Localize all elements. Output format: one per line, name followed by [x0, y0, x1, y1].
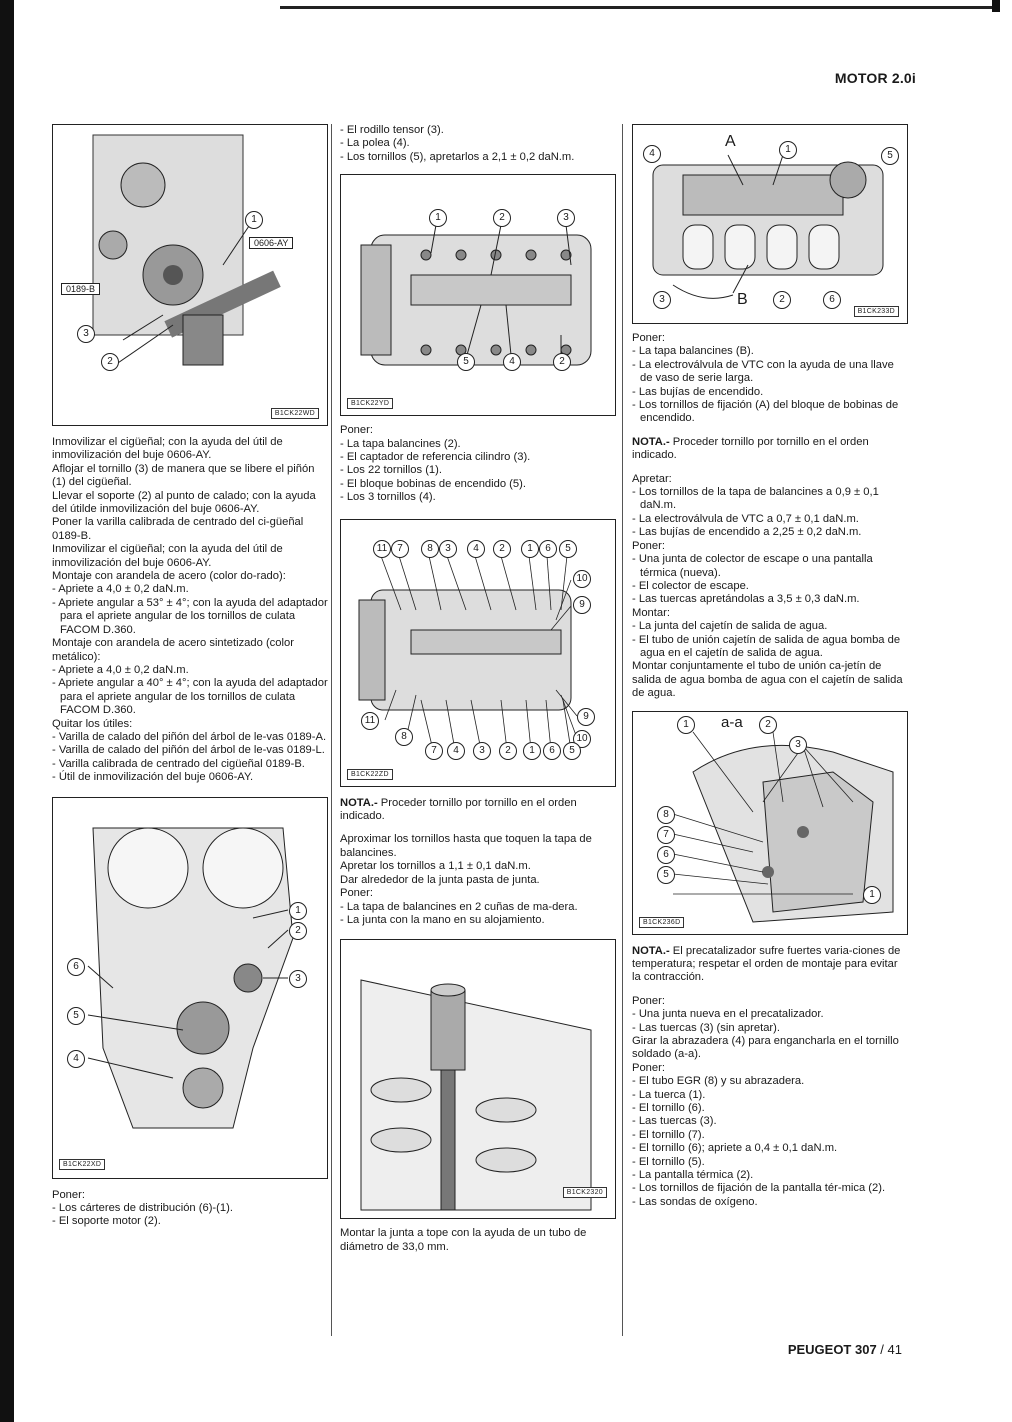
list-item: - Los cárteres de distribución (6)-(1). [52, 1201, 233, 1214]
callout-5: 5 [657, 866, 675, 884]
column-3 [632, 124, 908, 1209]
paragraph: Poner: [632, 994, 665, 1007]
list-item: - Las bujías de encendido a 2,25 ± 0,2 daN.m. [632, 526, 862, 539]
paragraph: Montaje con arandela de acero (color do-rado): [52, 570, 286, 583]
callout-order-4: 4 [467, 540, 485, 558]
rocker-cover-illustration [341, 175, 616, 415]
figure-code: B1CK22XD [59, 1159, 105, 1170]
callout-order-6: 6 [539, 540, 557, 558]
callout-4: 4 [503, 353, 521, 371]
list-item: - Apriete angular a 40° ± 4°; con la ayuda del adaptador para el apriete angular de los tornillos de culata FACOM D.360. [52, 677, 328, 717]
callout-6: 6 [823, 291, 841, 309]
callout-order-10: 10 [573, 730, 591, 748]
note [632, 436, 908, 463]
list-item: - El colector de escape. [632, 579, 749, 592]
list-item: - El tubo EGR (8) y su abrazadera. [632, 1075, 805, 1088]
callout-4: 4 [643, 145, 661, 163]
tool-label-0606-AY: 0606-AY [249, 237, 293, 249]
timing-cover-illustration [53, 798, 328, 1178]
list-item: - El soporte motor (2). [52, 1215, 161, 1228]
callout-1: 1 [245, 211, 263, 229]
callout-8: 8 [657, 806, 675, 824]
note-text: Proceder tornillo por tornillo en el orden indicado. [340, 796, 577, 823]
callout-6: 6 [67, 958, 85, 976]
list-item: - La tapa balancines (B). [632, 345, 754, 358]
note-label: NOTA.- [632, 435, 670, 448]
list-item: - El tornillo (6); apriete a 0,4 ± 0,1 daN.m. [632, 1142, 838, 1155]
paragraph: Aproximar los tornillos hasta que toquen la tapa de balancines. [340, 833, 592, 859]
gasket-fitting-illustration [341, 940, 616, 1218]
list-item: - Las tuercas (3). [632, 1115, 717, 1128]
callout-3: 3 [289, 970, 307, 988]
figure-crankshaft-locking [52, 124, 328, 426]
note [340, 797, 616, 824]
callout-5: 5 [67, 1007, 85, 1025]
list-item: - La tapa balancines (2). [340, 437, 461, 450]
callout-order-5: 5 [563, 742, 581, 760]
callout-order-3: 3 [439, 540, 457, 558]
list-item: - Varilla de calado del piñón del árbol de le-vas 0189-A. [52, 730, 327, 743]
callout-order-7: 7 [425, 742, 443, 760]
list-item: - El rodillo tensor (3). [340, 124, 444, 136]
corner-mark [992, 0, 1000, 12]
paragraph: Llevar el soporte (2) al punto de calado; con la ayuda del útilde inmovilización del buje 0606-AY. [52, 489, 316, 516]
callout-2: 2 [759, 716, 777, 734]
callout-1: 1 [779, 141, 797, 159]
callout-6: 6 [657, 846, 675, 864]
paragraph: Montar la junta a tope con la ayuda de un tubo de diámetro de 33,0 mm. [340, 1227, 587, 1253]
callout-order-6: 6 [543, 742, 561, 760]
paragraph: Poner: [52, 1188, 85, 1201]
callout-order-1: 1 [521, 540, 539, 558]
figure-gasket-fitting [340, 939, 616, 1219]
figure-code: B1CK22YD [347, 398, 393, 409]
paragraph: Dar alrededor de la junta pasta de junta. [340, 873, 540, 886]
label-A: A [725, 133, 736, 150]
list-item: - Las tuercas (3) (sin apretar). [632, 1021, 780, 1034]
list-item: - La junta con la mano en su alojamiento. [340, 913, 545, 926]
callout-order-8: 8 [395, 728, 413, 746]
list-item: - La electroválvula de VTC a 0,7 ± 0,1 daN.m. [632, 512, 859, 525]
column-2 [340, 124, 616, 1254]
note [632, 945, 908, 985]
callout-3: 3 [653, 291, 671, 309]
callout-order-4: 4 [447, 742, 465, 760]
page-binding-edge [0, 0, 14, 1422]
paragraph: Inmovilizar el cigüeñal; con la ayuda del útil de inmovilización del buje 0606-AY. [52, 436, 283, 462]
footer-separator: / [876, 1342, 888, 1357]
callout-7: 7 [657, 826, 675, 844]
list-item: - Una junta de colector de escape o una pantalla térmica (nueva). [632, 553, 873, 579]
callout-2: 2 [553, 353, 571, 371]
paragraph: Poner la varilla calibrada de centrado del ci-güeñal 0189-B. [52, 516, 304, 542]
label-a-a: a-a [721, 713, 743, 731]
callout-order-10: 10 [573, 570, 591, 588]
callout-order-7: 7 [391, 540, 409, 558]
callout-order-11: 11 [361, 712, 379, 730]
callout-3: 3 [557, 209, 575, 227]
figure-tightening-order [340, 519, 616, 787]
note-label: NOTA.- [340, 796, 378, 809]
callout-order-8: 8 [421, 540, 439, 558]
callout-order-2: 2 [499, 742, 517, 760]
list-item: - Los tornillos de fijación (A) del bloque de bobinas de encendido. [632, 399, 899, 425]
list-item: - La tuerca (1). [632, 1088, 706, 1101]
list-item: - Los tornillos de la tapa de balancines a 0,9 ± 0,1 daN.m. [632, 486, 879, 512]
figure-code: B1CK22WD [271, 408, 319, 419]
section-header: MOTOR 2.0i [834, 70, 916, 86]
paragraph: Montar conjuntamente el tubo de unión ca-jetín de salida de agua bomba de agua con el cajetín de salida de agua. [632, 660, 903, 700]
paragraph: Poner: [340, 887, 373, 900]
list-item: - Los 3 tornillos (4). [340, 491, 436, 504]
column-1 [52, 124, 328, 1229]
list-item: - Las tuercas apretándolas a 3,5 ± 0,3 daN.m. [632, 593, 860, 606]
callout-order-3: 3 [473, 742, 491, 760]
paragraph: Poner: [632, 332, 665, 344]
figure-code: B1CK22ZD [347, 769, 393, 780]
list-item: - El tubo de unión cajetín de salida de agua bomba de agua en el cajetín de salida de agua. [632, 633, 901, 659]
label-B: B [737, 291, 748, 308]
list-item: - Las sondas de oxígeno. [632, 1195, 758, 1208]
column-divider [331, 124, 332, 1336]
tool-label-0189-B: 0189-B [61, 283, 100, 295]
note-label: NOTA.- [632, 944, 670, 957]
callout-order-5: 5 [559, 540, 577, 558]
paragraph: Quitar los útiles: [52, 717, 133, 730]
paragraph: Apretar los tornillos a 1,1 ± 0,1 daN.m. [340, 860, 531, 873]
callout-3: 3 [77, 325, 95, 343]
callout-2: 2 [101, 353, 119, 371]
paragraph: Girar la abrazadera (4) para engancharla en el tornillo soldado (a-a). [632, 1035, 899, 1061]
list-item: - El captador de referencia cilindro (3). [340, 451, 531, 464]
list-item: - El tornillo (7). [632, 1128, 705, 1141]
figure-timing-covers [52, 797, 328, 1179]
coil-block-illustration [633, 125, 908, 323]
paragraph: Poner: [632, 539, 665, 552]
page-number: 41 [887, 1342, 902, 1357]
list-item: - Apriete a 4,0 ± 0,2 daN.m. [52, 583, 189, 596]
callout-5: 5 [457, 353, 475, 371]
paragraph: Inmovilizar el cigüeñal; con la ayuda del útil de inmovilización del buje 0606-AY. [52, 543, 283, 569]
callout-order-9: 9 [577, 708, 595, 726]
list-item: - Los tornillos (5), apretarlos a 2,1 ± 0,2 daN.m. [340, 150, 575, 163]
callout-2: 2 [773, 291, 791, 309]
note-text: Proceder tornillo por tornillo en el orden indicado. [632, 435, 869, 462]
callout-3: 3 [789, 736, 807, 754]
paragraph: Poner: [340, 424, 373, 437]
list-item: - La junta del cajetín de salida de agua. [632, 620, 828, 633]
list-item: - El tornillo (5). [632, 1155, 705, 1168]
callout-5: 5 [881, 147, 899, 165]
column-divider [622, 124, 623, 1336]
list-item: - La polea (4). [340, 137, 410, 150]
figure-code: B1CK2320 [563, 1187, 607, 1198]
list-item: - Apriete a 4,0 ± 0,2 daN.m. [52, 663, 189, 676]
page-footer [788, 1342, 902, 1357]
crankshaft-illustration [53, 125, 328, 425]
callout-order-1: 1 [523, 742, 541, 760]
paragraph: Poner: [632, 1061, 665, 1074]
paragraph: Montar: [632, 606, 670, 619]
figure-code: B1CK236D [639, 917, 684, 928]
callout-2: 2 [289, 922, 307, 940]
list-item: - La tapa de balancines en 2 cuñas de ma-dera. [340, 900, 578, 913]
list-item: - El bloque bobinas de encendido (5). [340, 477, 526, 490]
figure-precatalyzer [632, 711, 908, 935]
list-item: - Los tornillos de fijación de la pantalla tér-mica (2). [632, 1182, 886, 1195]
callout-order-2: 2 [493, 540, 511, 558]
list-item: - Los 22 tornillos (1). [340, 464, 442, 477]
paragraph: Montaje con arandela de acero sintetizado (color metálico): [52, 637, 294, 663]
list-item: - Útil de inmovilización del buje 0606-AY. [52, 771, 254, 784]
list-item: - Las bujías de encendido. [632, 385, 764, 398]
figure-rocker-cover [340, 174, 616, 416]
callout-1: 1 [429, 209, 447, 227]
callout-1: 1 [677, 716, 695, 734]
note-text: El precatalizador sufre fuertes varia-ciones de temperatura; respetar el orden de montaje para evitar la contracción. [632, 944, 901, 984]
list-item: - Varilla calibrada de centrado del cigüeñal 0189-B. [52, 757, 305, 770]
list-item: - Una junta nueva en el precatalizador. [632, 1008, 824, 1021]
footer-model: PEUGEOT 307 [787, 1342, 877, 1357]
callout-1: 1 [863, 886, 881, 904]
top-rule [280, 6, 996, 9]
callout-1: 1 [289, 902, 307, 920]
paragraph: Apretar: [632, 472, 672, 485]
callout-order-11: 11 [373, 540, 391, 558]
callout-order-9: 9 [573, 596, 591, 614]
callout-4: 4 [67, 1050, 85, 1068]
paragraph: Aflojar el tornillo (3) de manera que se libere el piñón (1) del cigüeñal. [52, 462, 315, 489]
figure-code: B1CK233D [854, 306, 899, 317]
callout-2: 2 [493, 209, 511, 227]
list-item: - La pantalla térmica (2). [632, 1169, 754, 1182]
list-item: - Varilla de calado del piñón del árbol de le-vas 0189-L. [52, 744, 325, 757]
list-item: - La electroválvula de VTC con la ayuda de una llave de vaso de serie larga. [632, 358, 894, 385]
figure-coil-block [632, 124, 908, 324]
list-item: - Apriete angular a 53° ± 4°; con la ayuda del adaptador para el apriete angular de los tornillos de culata FACOM D.360. [52, 596, 328, 636]
list-item: - El tornillo (6). [632, 1102, 705, 1115]
